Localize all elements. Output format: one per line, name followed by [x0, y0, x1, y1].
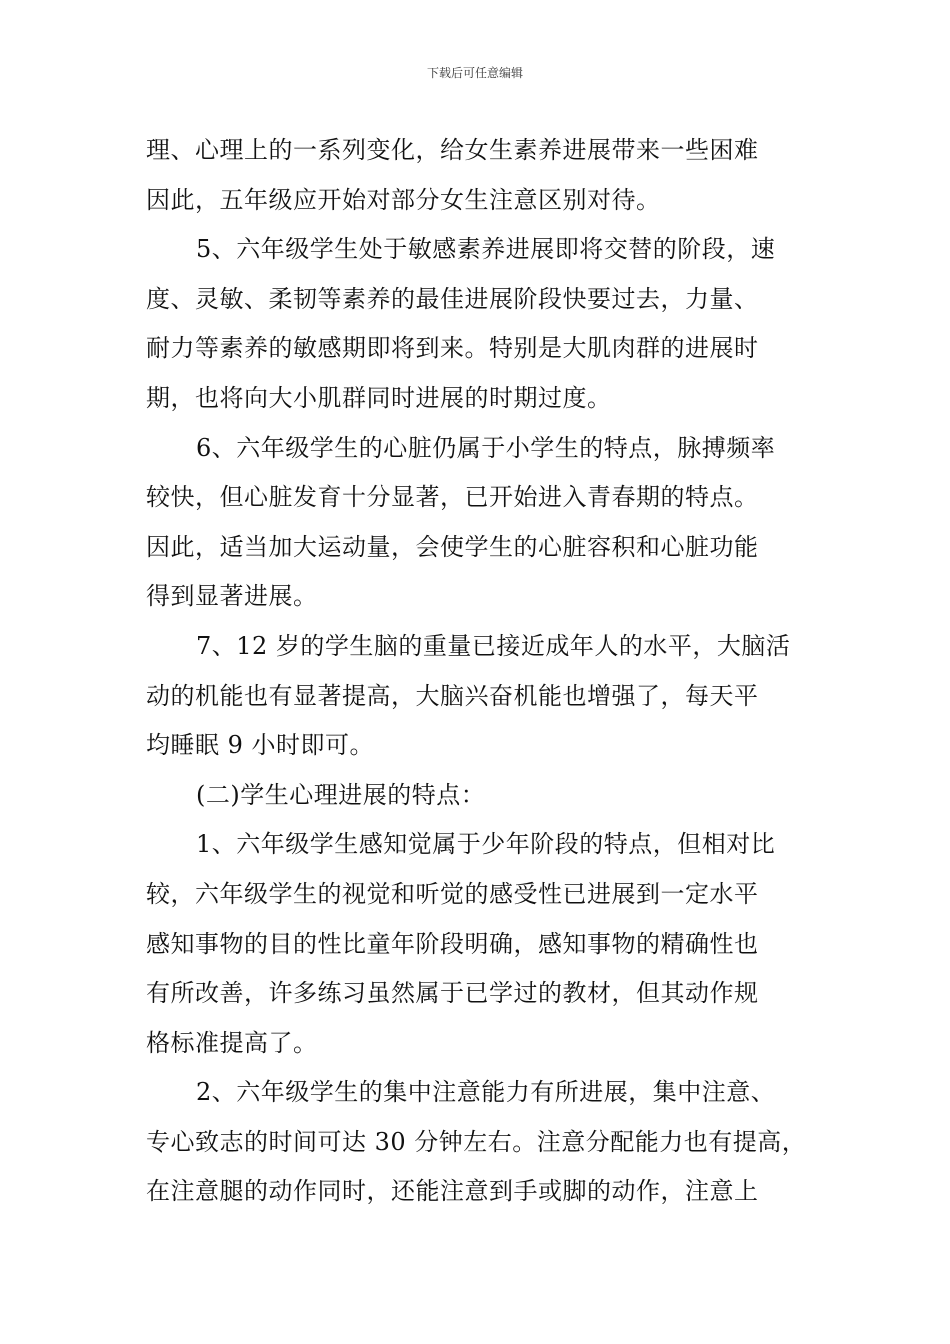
text-line: 7、12 岁的学生脑的重量已接近成年人的水平，大脑活 [196, 631, 791, 660]
text-line: 感知事物的目的性比童年阶段明确，感知事物的精确性也 [146, 929, 759, 958]
text-line: 度、灵敏、柔韧等素养的最佳进展阶段快要过去，力量、 [146, 284, 759, 313]
text-line: 6、六年级学生的心脏仍属于小学生的特点，脉搏频率 [196, 433, 776, 462]
text-line: 格标准提高了。 [146, 1028, 318, 1057]
text-line: 专心致志的时间可达 30 分钟左右。注意分配能力也有提高， [146, 1127, 807, 1156]
text-line: 有所改善，许多练习虽然属于已学过的教材，但其动作规 [146, 979, 759, 1008]
text-line: 因此，五年级应开始对部分女生注意区别对待。 [146, 185, 661, 214]
page-header: 下载后可任意编辑 [426, 66, 523, 80]
text-line: 较，六年级学生的视觉和听觉的感受性已进展到一定水平 [146, 879, 759, 908]
text-line: 均睡眠 9 小时即可。 [146, 731, 375, 760]
text-line: 耐力等素养的敏感期即将到来。特别是大肌肉群的进展时 [146, 334, 759, 363]
text-line: 在注意腿的动作同时，还能注意到手或脚的动作，注意上 [146, 1177, 759, 1206]
text-line: 5、六年级学生处于敏感素养进展即将交替的阶段，速 [196, 235, 776, 264]
text-line: 2、六年级学生的集中注意能力有所进展，集中注意、 [196, 1078, 776, 1107]
text-line: 较快，但心脏发育十分显著，已开始进入青春期的特点。 [146, 483, 759, 512]
document-body [146, 126, 822, 1217]
text-line: 得到显著进展。 [146, 582, 318, 611]
text-line: 动的机能也有显著提高，大脑兴奋机能也增强了，每天平 [146, 681, 759, 710]
text-line: 理、心理上的一系列变化，给女生素养进展带来一些困难 [146, 136, 759, 164]
section-heading: (二)学生心理进展的特点： [196, 780, 486, 809]
text-line: 因此，适当加大运动量，会使学生的心脏容积和心脏功能 [146, 532, 759, 561]
text-line: 期，也将向大小肌群同时进展的时期过度。 [146, 383, 612, 412]
text-line: 1、六年级学生感知觉属于少年阶段的特点，但相对比 [196, 830, 776, 859]
